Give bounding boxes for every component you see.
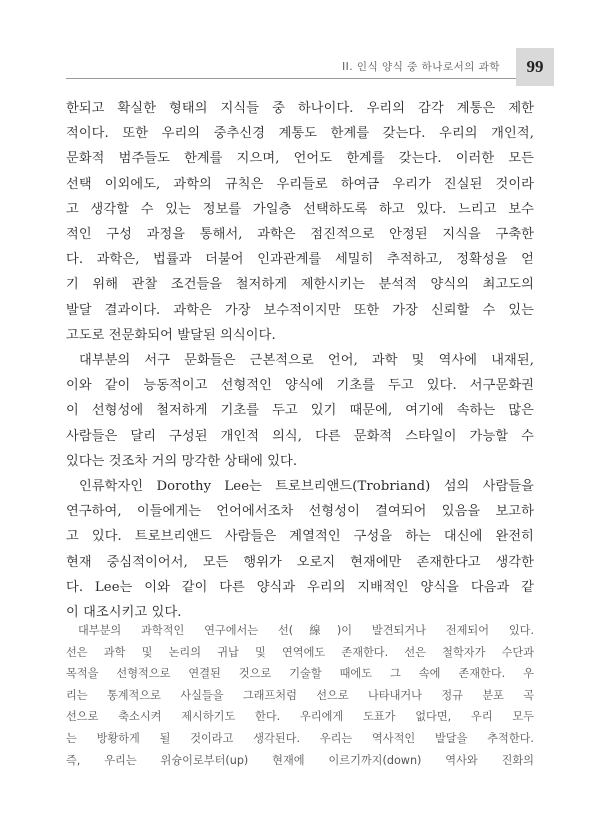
page-number: 99 [526,57,544,76]
text-line: 고 있다. 트로브리앤드 사람들은 계열적인 구성을 하는 대신에 완전히 [66,529,534,545]
text-line: 다. 과학은, 법률과 더불어 인과관계를 세밀히 추적하고, 정확성을 얻 [66,252,534,268]
page-number-tab [516,48,554,86]
quote-line: 리는 통계적으로 사실들을 그래프처럼 선으로 나타내거나 정규 분포 곡 [66,688,534,702]
text-line: 문화적 범주들도 한계를 지으며, 언어도 한계를 갖는다. 이러한 모든 [66,151,534,167]
text-line: 이 대조시키고 있다. [66,605,182,621]
block-quote-text [66,620,534,771]
text-line: 적인 구성 과정을 통해서, 과학은 점진적으로 안정된 지식을 구축한 [66,227,534,243]
text-line: 발달 결과이다. 과학은 가장 보수적이지만 또한 가장 신뢰할 수 있는 [66,302,534,318]
quote-line: 대부분의 과학적인 연구에서는 선(線)이 발견되거나 전제되어 있다. [78,624,534,637]
paragraph-3 [66,474,534,625]
text-line: 고 생각할 수 있는 정보를 가일층 선택하도록 하고 있다. 느리고 보수 [66,201,534,217]
text-line: 기 위해 관찰 조건들을 철저하게 제한시키는 분석적 양식의 최고도의 [66,277,534,293]
text-line: 인류학자인 Dorothy Lee는 트로브리앤드(Trobriand) 섬의 사람들을 [79,479,534,495]
quote-line: 즉, 우리는 위슝이로부터(up) 현재에 이르기까지(down) 역사와 진화의 [66,753,534,767]
text-line: 현재 중심적이어서, 모든 행위가 오로지 현재에만 존재한다고 생각한 [66,554,534,570]
running-header [0,48,600,86]
text-line: 연구하여, 이들에게는 언어에서조차 선형성이 결여되어 있음을 보고하 [66,504,534,520]
quote-line: 목적을 선형적으로 연결된 것으로 기술할 때에도 그 속에 존재한다. 우 [66,667,534,681]
running-head-title: II. 인식 양식 중 하나로서의 과학 [342,61,500,73]
text-line: 적이다. 또한 우리의 중추신경 계통도 한계를 갖는다. 우리의 개인적, [66,126,534,142]
text-line: 한되고 확실한 형태의 지식들 중 하나이다. 우리의 감각 계통은 제한 [66,101,534,116]
block-quote [66,620,534,771]
text-line: 대부분의 서구 문화들은 근본적으로 언어, 과학 및 역사에 내재된, [79,353,534,369]
text-line: 이와 같이 능동적이고 선형적인 양식에 기초를 두고 있다. 서구문화권 [66,378,534,394]
text-line: 이 선형성에 철저하게 기초를 두고 있기 때문에, 여기에 속하는 많은 [66,403,534,419]
quote-line: 선으로 축소시켜 제시하기도 한다. 우리에게 도표가 없다면, 우리 모두 [66,710,534,724]
text-line: 선택 이외에도, 과학의 규칙은 우리들로 하여금 우리가 진실된 것이라 [66,176,534,192]
text-line: 다. Lee는 이와 같이 다른 양식과 우리의 지배적인 양식을 다음과 같 [66,579,534,595]
header-rule [66,78,516,79]
text-line: 있다는 것조차 거의 망각한 상태에 있다. [66,453,298,469]
paragraph-2 [66,348,534,474]
quote-line: 는 방황하게 될 것이라고 생각된다. 우리는 역사적인 발달을 추적한다. [66,731,534,745]
text-line: 고도로 전문화되어 발달된 의식이다. [66,327,276,343]
text-line: 사람들은 달리 구성된 개인적 의식, 다른 문화적 스타일이 가능할 수 [66,428,534,444]
paragraph-1 [66,96,534,348]
body-text [66,96,534,625]
quote-line: 선은 과학 및 논리의 귀납 및 연역에도 존재한다. 선은 철학자가 수단과 [66,645,534,659]
